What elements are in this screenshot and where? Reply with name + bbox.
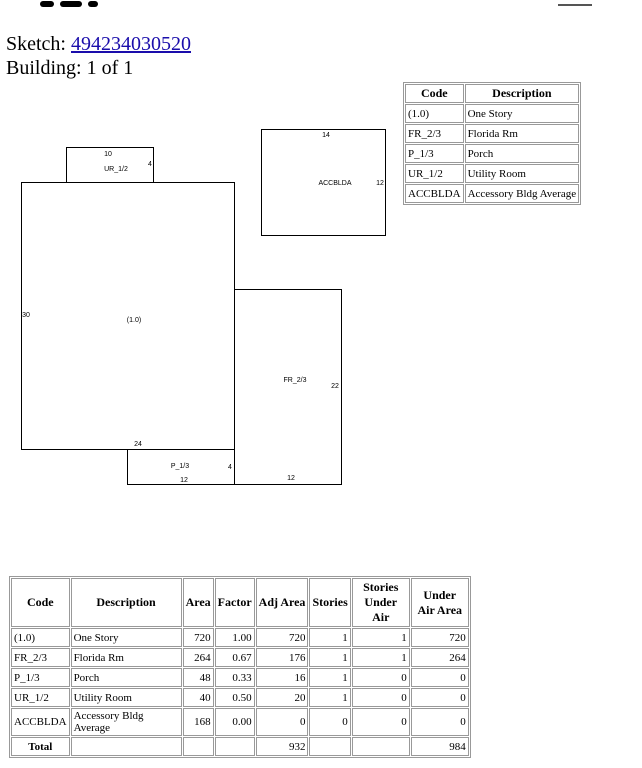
- area-adj-area: 720: [256, 628, 309, 647]
- legend-row: [405, 104, 579, 123]
- area-value: 264: [183, 648, 214, 667]
- porch-right-dimension: 4: [228, 464, 232, 471]
- area-description: Porch: [71, 668, 182, 687]
- area-stories-under-air: 1: [352, 628, 410, 647]
- building-count: Building: 1 of 1: [6, 57, 134, 79]
- area-description: Florida Rm: [71, 648, 182, 667]
- legend-code: P_1/3: [405, 144, 464, 163]
- legend-description: Utility Room: [465, 164, 580, 183]
- porch-label: P_1/3: [170, 463, 190, 470]
- area-description: Accessory Bldg Average: [71, 708, 182, 736]
- legend-code: UR_1/2: [405, 164, 464, 183]
- one-story-label: (1.0): [126, 317, 142, 324]
- cropped-heading-fragment: [40, 0, 160, 4]
- sketch-line: [6, 33, 191, 56]
- sketch-label: Sketch:: [6, 33, 66, 55]
- area-value: 40: [183, 688, 214, 707]
- area-adj-area: 176: [256, 648, 309, 667]
- one-story-left-dimension: 30: [22, 312, 30, 319]
- legend-row: [405, 184, 579, 203]
- utility-right-dimension: 4: [148, 161, 152, 168]
- area-under-air-area: 0: [411, 688, 469, 707]
- area-header-stories: Stories: [309, 578, 350, 627]
- area-factor: 1.00: [215, 628, 255, 647]
- area-adj-area: 20: [256, 688, 309, 707]
- area-factor: 0.50: [215, 688, 255, 707]
- area-summary-table: [9, 576, 471, 758]
- one-story-outline: [22, 183, 235, 450]
- area-total-row: [11, 737, 469, 756]
- area-stories-under-air: 1: [352, 648, 410, 667]
- area-under-air-area: 0: [411, 708, 469, 736]
- florida-room-label: FR_2/3: [283, 377, 307, 384]
- area-header-code: Code: [11, 578, 70, 627]
- area-total-under-air-area: 984: [411, 737, 469, 756]
- area-header-row: [11, 578, 469, 627]
- legend-header-row: [405, 84, 579, 103]
- legend-code: ACCBLDA: [405, 184, 464, 203]
- legend-description: Florida Rm: [465, 124, 580, 143]
- area-stories: 1: [309, 628, 350, 647]
- legend-table: [403, 82, 581, 205]
- area-under-air-area: 264: [411, 648, 469, 667]
- area-factor: 0.33: [215, 668, 255, 687]
- cropped-button-edge[interactable]: [558, 0, 592, 6]
- legend-code: FR_2/3: [405, 124, 464, 143]
- area-row: [11, 628, 469, 647]
- area-factor: 0.00: [215, 708, 255, 736]
- area-total-empty: [352, 737, 410, 756]
- legend-row: [405, 124, 579, 143]
- sketch-link[interactable]: 494234030520: [71, 33, 191, 55]
- legend-row: [405, 164, 579, 183]
- legend-description: Accessory Bldg Average: [465, 184, 580, 203]
- florida-bottom-dimension: 12: [287, 475, 295, 482]
- area-total-empty: [183, 737, 214, 756]
- area-code: FR_2/3: [11, 648, 70, 667]
- area-total-label: Total: [11, 737, 70, 756]
- area-header-under-air-area: Under Air Area: [411, 578, 469, 627]
- porch-bottom-dimension: 12: [180, 477, 188, 484]
- area-stories-under-air: 0: [352, 668, 410, 687]
- florida-right-dimension: 22: [331, 383, 339, 390]
- top-cropped-bar: [0, 0, 642, 8]
- area-stories: 1: [309, 648, 350, 667]
- area-stories-under-air: 0: [352, 708, 410, 736]
- area-header-description: Description: [71, 578, 182, 627]
- utility-room-label: UR_1/2: [104, 166, 128, 173]
- area-header-factor: Factor: [215, 578, 255, 627]
- area-code: UR_1/2: [11, 688, 70, 707]
- accessory-right-dimension: 12: [376, 180, 384, 187]
- area-row: [11, 688, 469, 707]
- area-code: ACCBLDA: [11, 708, 70, 736]
- florida-room-outline: [235, 290, 342, 485]
- area-row: [11, 648, 469, 667]
- area-row: [11, 708, 469, 736]
- area-under-air-area: 0: [411, 668, 469, 687]
- area-code: (1.0): [11, 628, 70, 647]
- utility-top-dimension: 10: [104, 151, 112, 158]
- area-description: Utility Room: [71, 688, 182, 707]
- one-story-bottom-dimension: 24: [134, 441, 142, 448]
- area-value: 168: [183, 708, 214, 736]
- area-value: 720: [183, 628, 214, 647]
- legend-row: [405, 144, 579, 163]
- building-sketch: [0, 120, 400, 490]
- accessory-building-label: ACCBLDA: [318, 180, 352, 187]
- area-header-stories-under-air: Stories Under Air: [352, 578, 410, 627]
- legend-header-description: Description: [465, 84, 580, 103]
- area-total-empty: [309, 737, 350, 756]
- legend-header-code: Code: [405, 84, 464, 103]
- area-stories: 1: [309, 688, 350, 707]
- area-total-adj-area: 932: [256, 737, 309, 756]
- area-under-air-area: 720: [411, 628, 469, 647]
- area-code: P_1/3: [11, 668, 70, 687]
- accessory-top-dimension: 14: [322, 132, 330, 139]
- area-total-empty: [215, 737, 255, 756]
- area-row: [11, 668, 469, 687]
- legend-description: One Story: [465, 104, 580, 123]
- area-factor: 0.67: [215, 648, 255, 667]
- area-stories: 1: [309, 668, 350, 687]
- legend-description: Porch: [465, 144, 580, 163]
- area-description: One Story: [71, 628, 182, 647]
- area-header-adj-area: Adj Area: [256, 578, 309, 627]
- area-header-area: Area: [183, 578, 214, 627]
- area-adj-area: 0: [256, 708, 309, 736]
- area-adj-area: 16: [256, 668, 309, 687]
- area-value: 48: [183, 668, 214, 687]
- area-stories: 0: [309, 708, 350, 736]
- area-stories-under-air: 0: [352, 688, 410, 707]
- legend-code: (1.0): [405, 104, 464, 123]
- area-total-empty: [71, 737, 182, 756]
